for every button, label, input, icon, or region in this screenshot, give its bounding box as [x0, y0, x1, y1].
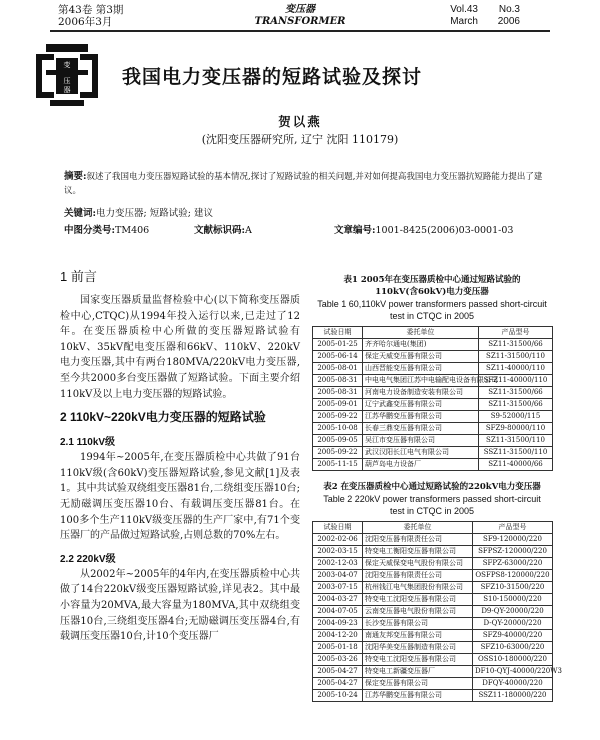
cell-model: SFZ9-40000/220 — [473, 630, 553, 642]
journal-name-cn: 变压器 — [285, 4, 315, 15]
table-row — [313, 411, 553, 423]
cell-model: SFPSZ-120000/220 — [473, 546, 553, 558]
cell-client: 特变电工沈阳变压器有限公司 — [363, 594, 473, 606]
cell-client: 杭州钱江电气集团股份有限公司 — [363, 582, 473, 594]
cell-client: 特变电工衡阳变压器有限公司 — [363, 546, 473, 558]
cell-client: 保定天威变压器有限公司 — [363, 351, 479, 363]
cell-date: 2004-09-23 — [313, 618, 363, 630]
author-affiliation: (沈阳变压器研究所, 辽宁 沈阳 110179) — [201, 133, 399, 146]
cell-date: 2005-03-26 — [313, 654, 363, 666]
cell-client: 中电电气集团江苏中电输配电设备有限公司 — [363, 375, 479, 387]
cell-client: 沈阳华美变压器制造有限公司 — [363, 642, 473, 654]
cell-date: 2005-08-31 — [313, 375, 363, 387]
table-row — [313, 375, 553, 387]
table-row — [313, 339, 553, 351]
cell-model: OSS10-180000/220 — [473, 654, 553, 666]
cell-date: 2004-03-27 — [313, 594, 363, 606]
cell-client: 山西晋能变压器有限公司 — [363, 363, 479, 375]
table-row — [313, 666, 553, 678]
table-2-caption-en-1: Table 2 220kV power transformers passed short-circuit — [323, 494, 541, 504]
abstract-label: 摘要: — [64, 171, 87, 182]
cell-date: 2005-10-08 — [313, 423, 363, 435]
cell-client: 河南电力设备制造安装有限公司 — [363, 387, 479, 399]
issue-date: 2006年3月 — [58, 16, 113, 28]
cell-client: 沈阳变压器有限责任公司 — [363, 534, 473, 546]
table-row — [313, 546, 553, 558]
table-1-caption-cn-2: 110kV(含60kV)电力变压器 — [375, 287, 489, 297]
table-1-caption-en-2: test in CTQC in 2005 — [389, 311, 475, 321]
cell-client: 葫芦岛电力设备厂 — [363, 459, 479, 471]
art-label: 文章编号: — [334, 225, 376, 236]
table-row — [313, 642, 553, 654]
cell-date: 2003-07-15 — [313, 582, 363, 594]
abstract — [64, 170, 544, 198]
cell-model: OSFPS8-120000/220 — [473, 570, 553, 582]
logo-char-1: 变 — [63, 61, 71, 69]
section-1-heading: 1 前言 — [60, 269, 97, 284]
journal-name-en: TRANSFORMER — [254, 16, 346, 27]
section-2-1-paragraph: 1994年~2005年,在变压器质检中心共做了91台110kV级(含60kV)变压器短路试验,参见文献[1]及表1。其中共试验双绕组变压器81台,二绕组变压器10台;无励磁调压变压器10台、有载调压变压器81台。在100多个生产110kV级变压器的生产厂家中,有71个变压器厂的产品做过短路试验,占则总数的70%左右。 — [60, 452, 300, 542]
cell-model: D9-QY-20000/220 — [473, 606, 553, 618]
cell-client: 云南变压器电气股份有限公司 — [363, 606, 473, 618]
cell-model: DFQY-40000/220 — [473, 678, 553, 690]
cell-date: 2005-08-31 — [313, 387, 363, 399]
journal-logo-icon — [36, 44, 98, 106]
issue-info-en — [436, 4, 520, 28]
cell-model: SFZ10-63000/220 — [473, 642, 553, 654]
cell-model: SZ11-31500/66 — [479, 339, 553, 351]
cell-model: SFZ9-80000/110 — [479, 423, 553, 435]
table-1-header-model: 产品型号 — [479, 327, 553, 339]
cell-client: 长沙变压器有限公司 — [363, 618, 473, 630]
table-row — [313, 570, 553, 582]
cell-model: SZ11-40000/110 — [479, 363, 553, 375]
cell-model: DF10-QYJ-40000/220W3 — [473, 666, 553, 678]
table-1-header-client: 委托单位 — [363, 327, 479, 339]
section-2-2-paragraph: 从2002年~2005年的4年内,在变压器质检中心共做了14台220kV级变压器短路试验,详见表2。其中最小容量为20MVA,最大容量为180MVA,其中双绕组变压器10台,三绕组变压器4台;无励磁调压变压器4台,有载调压变压器10台,计10个变压器厂 — [60, 568, 300, 643]
section-2-1-heading: 2.1 110kV级 — [60, 437, 116, 449]
table-row — [313, 423, 553, 435]
cell-client: 长春三鼎变压器有限公司 — [363, 423, 479, 435]
logo-char-3: 器 — [63, 86, 71, 94]
keywords — [64, 205, 213, 219]
article-title: 我国电力变压器的短路试验及探讨 — [122, 66, 423, 88]
year-en: 2006 — [497, 16, 520, 27]
month-en: March — [450, 16, 478, 27]
cls-label: 中图分类号: — [64, 225, 116, 236]
table-row — [313, 363, 553, 375]
table-1-caption-en-1: Table 1 60,110kV power transformers passed short-circuit — [317, 299, 547, 309]
cell-date: 2005-09-22 — [313, 447, 363, 459]
abstract-text: 叙述了我国电力变压器短路试验的基本情况,探讨了短路试验的相关问题,并对如何提高我国电力变压器抗短路能力提出了建议。 — [64, 172, 543, 196]
cell-client: 特变电工沈阳变压器有限公司 — [363, 654, 473, 666]
table-row — [313, 630, 553, 642]
cell-client: 沈阳变压器有限责任公司 — [363, 570, 473, 582]
table-2-header-date: 试验日期 — [313, 522, 363, 534]
table-1 — [312, 326, 553, 471]
volume-issue: 第43卷 第3期 — [58, 4, 124, 16]
table-2-caption-en-2: test in CTQC in 2005 — [389, 506, 475, 516]
cell-model: SSZ11-180000/220 — [473, 690, 553, 702]
table-2 — [312, 521, 562, 702]
cell-date: 2005-06-14 — [313, 351, 363, 363]
cell-date: 2005-08-01 — [313, 363, 363, 375]
cell-client: 齐齐哈尔通电(集团) — [363, 339, 479, 351]
table-1-caption-cn-1: 表1 2005年在变压器质检中心通过短路试验的 — [343, 275, 521, 285]
table-row — [313, 447, 553, 459]
cell-date: 2005-04-27 — [313, 666, 363, 678]
cell-date: 2004-12-20 — [313, 630, 363, 642]
table-2-header-model: 产品型号 — [473, 522, 553, 534]
table-row — [313, 435, 553, 447]
classification-line — [64, 222, 544, 236]
right-column — [312, 274, 562, 702]
cell-model: SF9-120000/220 — [473, 534, 553, 546]
logo-char-2: 压 — [63, 77, 71, 85]
section-2-2-heading: 2.2 220kV级 — [60, 553, 116, 565]
cell-date: 2003-04-07 — [313, 570, 363, 582]
table-1-caption-en — [312, 298, 552, 322]
cell-client: 江苏华鹏变压器有限公司 — [363, 690, 473, 702]
table-row — [313, 618, 553, 630]
cell-client: 吴江市变压器有限公司 — [363, 435, 479, 447]
table-2-caption-cn: 表2 在变压器质检中心通过短路试验的220kV电力变压器 — [323, 482, 541, 492]
cell-model: S10-150000/220 — [473, 594, 553, 606]
table-1-header-date: 试验日期 — [313, 327, 363, 339]
cell-date: 2004-07-05 — [313, 606, 363, 618]
table-row — [313, 582, 553, 594]
cell-date: 2005-09-22 — [313, 411, 363, 423]
table-row — [313, 459, 553, 471]
table-row — [313, 606, 553, 618]
cell-model: SSZ11-31500/110 — [479, 447, 553, 459]
cell-model: S9-52000/115 — [479, 411, 553, 423]
cell-client: 保定变压器有限公司 — [363, 678, 473, 690]
table-2-caption-en — [312, 493, 552, 517]
running-header — [0, 0, 600, 32]
cell-date: 2002-12-03 — [313, 558, 363, 570]
table-row — [313, 678, 553, 690]
table-row — [313, 534, 553, 546]
table-row — [313, 351, 553, 363]
section-2-heading: 2 110kV~220kV电力变压器的短路试验 — [60, 410, 266, 425]
author-name: 贺以燕 — [278, 114, 322, 129]
table-row — [313, 690, 553, 702]
table-row — [313, 399, 553, 411]
keywords-label: 关键词: — [64, 208, 97, 219]
cell-model: D-QY-20000/220 — [473, 618, 553, 630]
cell-client: 武汉汉阳长江电气有限公司 — [363, 447, 479, 459]
table-row — [313, 654, 553, 666]
cell-model: SFZ11-40000/110 — [479, 375, 553, 387]
cell-model: SZ11-31500/110 — [479, 435, 553, 447]
cell-model: SZ11-31500/66 — [479, 399, 553, 411]
left-column — [60, 266, 300, 645]
cell-client: 特变电工新疆变压器厂 — [363, 666, 473, 678]
table-row — [313, 387, 553, 399]
cell-date: 2002-03-15 — [313, 546, 363, 558]
section-1-paragraph: 国家变压器质量监督检验中心(以下简称变压器质检中心,CTQC)从1994年投入运行以来,已走过了12年。在变压器质检中心所做的变压器短路试验有10kV、35kV配电变压器和66kV、110kV、220kV电力变压器,其中有两台180MVA/220kV电力变压器,至今共2000多台变压器做了短路试验。下面主要介绍110kV及以上电力变压器的短路试验。 — [60, 295, 300, 400]
cell-model: SZ11-31500/66 — [479, 387, 553, 399]
vol-en: Vol.43 — [450, 4, 478, 15]
table-2-header-client: 委托单位 — [363, 522, 473, 534]
cell-client: 江苏华鹏变压器有限公司 — [363, 411, 479, 423]
cls-value: TM406 — [115, 225, 150, 236]
cell-model: SFPZ-63000/220 — [473, 558, 553, 570]
cell-client: 辽宁武鑫变压器有限公司 — [363, 399, 479, 411]
cell-date: 2005-04-27 — [313, 678, 363, 690]
cell-date: 2005-01-25 — [313, 339, 363, 351]
cell-date: 2005-10-24 — [313, 690, 363, 702]
table-row — [313, 594, 553, 606]
doc-label: 文献标识码: — [194, 225, 246, 236]
table-row — [313, 558, 553, 570]
cell-date: 2005-01-18 — [313, 642, 363, 654]
cell-model: SZ11-40000/66 — [479, 459, 553, 471]
cell-date: 2005-11-15 — [313, 459, 363, 471]
cell-client: 南通友邦变压器有限公司 — [363, 630, 473, 642]
header-rule — [50, 30, 550, 32]
cell-date: 2002-02-06 — [313, 534, 363, 546]
keywords-text: 电力变压器; 短路试验; 建议 — [96, 208, 213, 219]
cell-model: SFZ10-31500/220 — [473, 582, 553, 594]
no-en: No.3 — [498, 4, 520, 15]
cell-model: SZ11-31500/110 — [479, 351, 553, 363]
art-value: 1001-8425(2006)03-0001-03 — [375, 225, 514, 236]
doc-value: A — [245, 225, 252, 236]
cell-client: 保定天威保变电气股份有限公司 — [363, 558, 473, 570]
cell-date: 2005-09-05 — [313, 435, 363, 447]
cell-date: 2005-09-01 — [313, 399, 363, 411]
